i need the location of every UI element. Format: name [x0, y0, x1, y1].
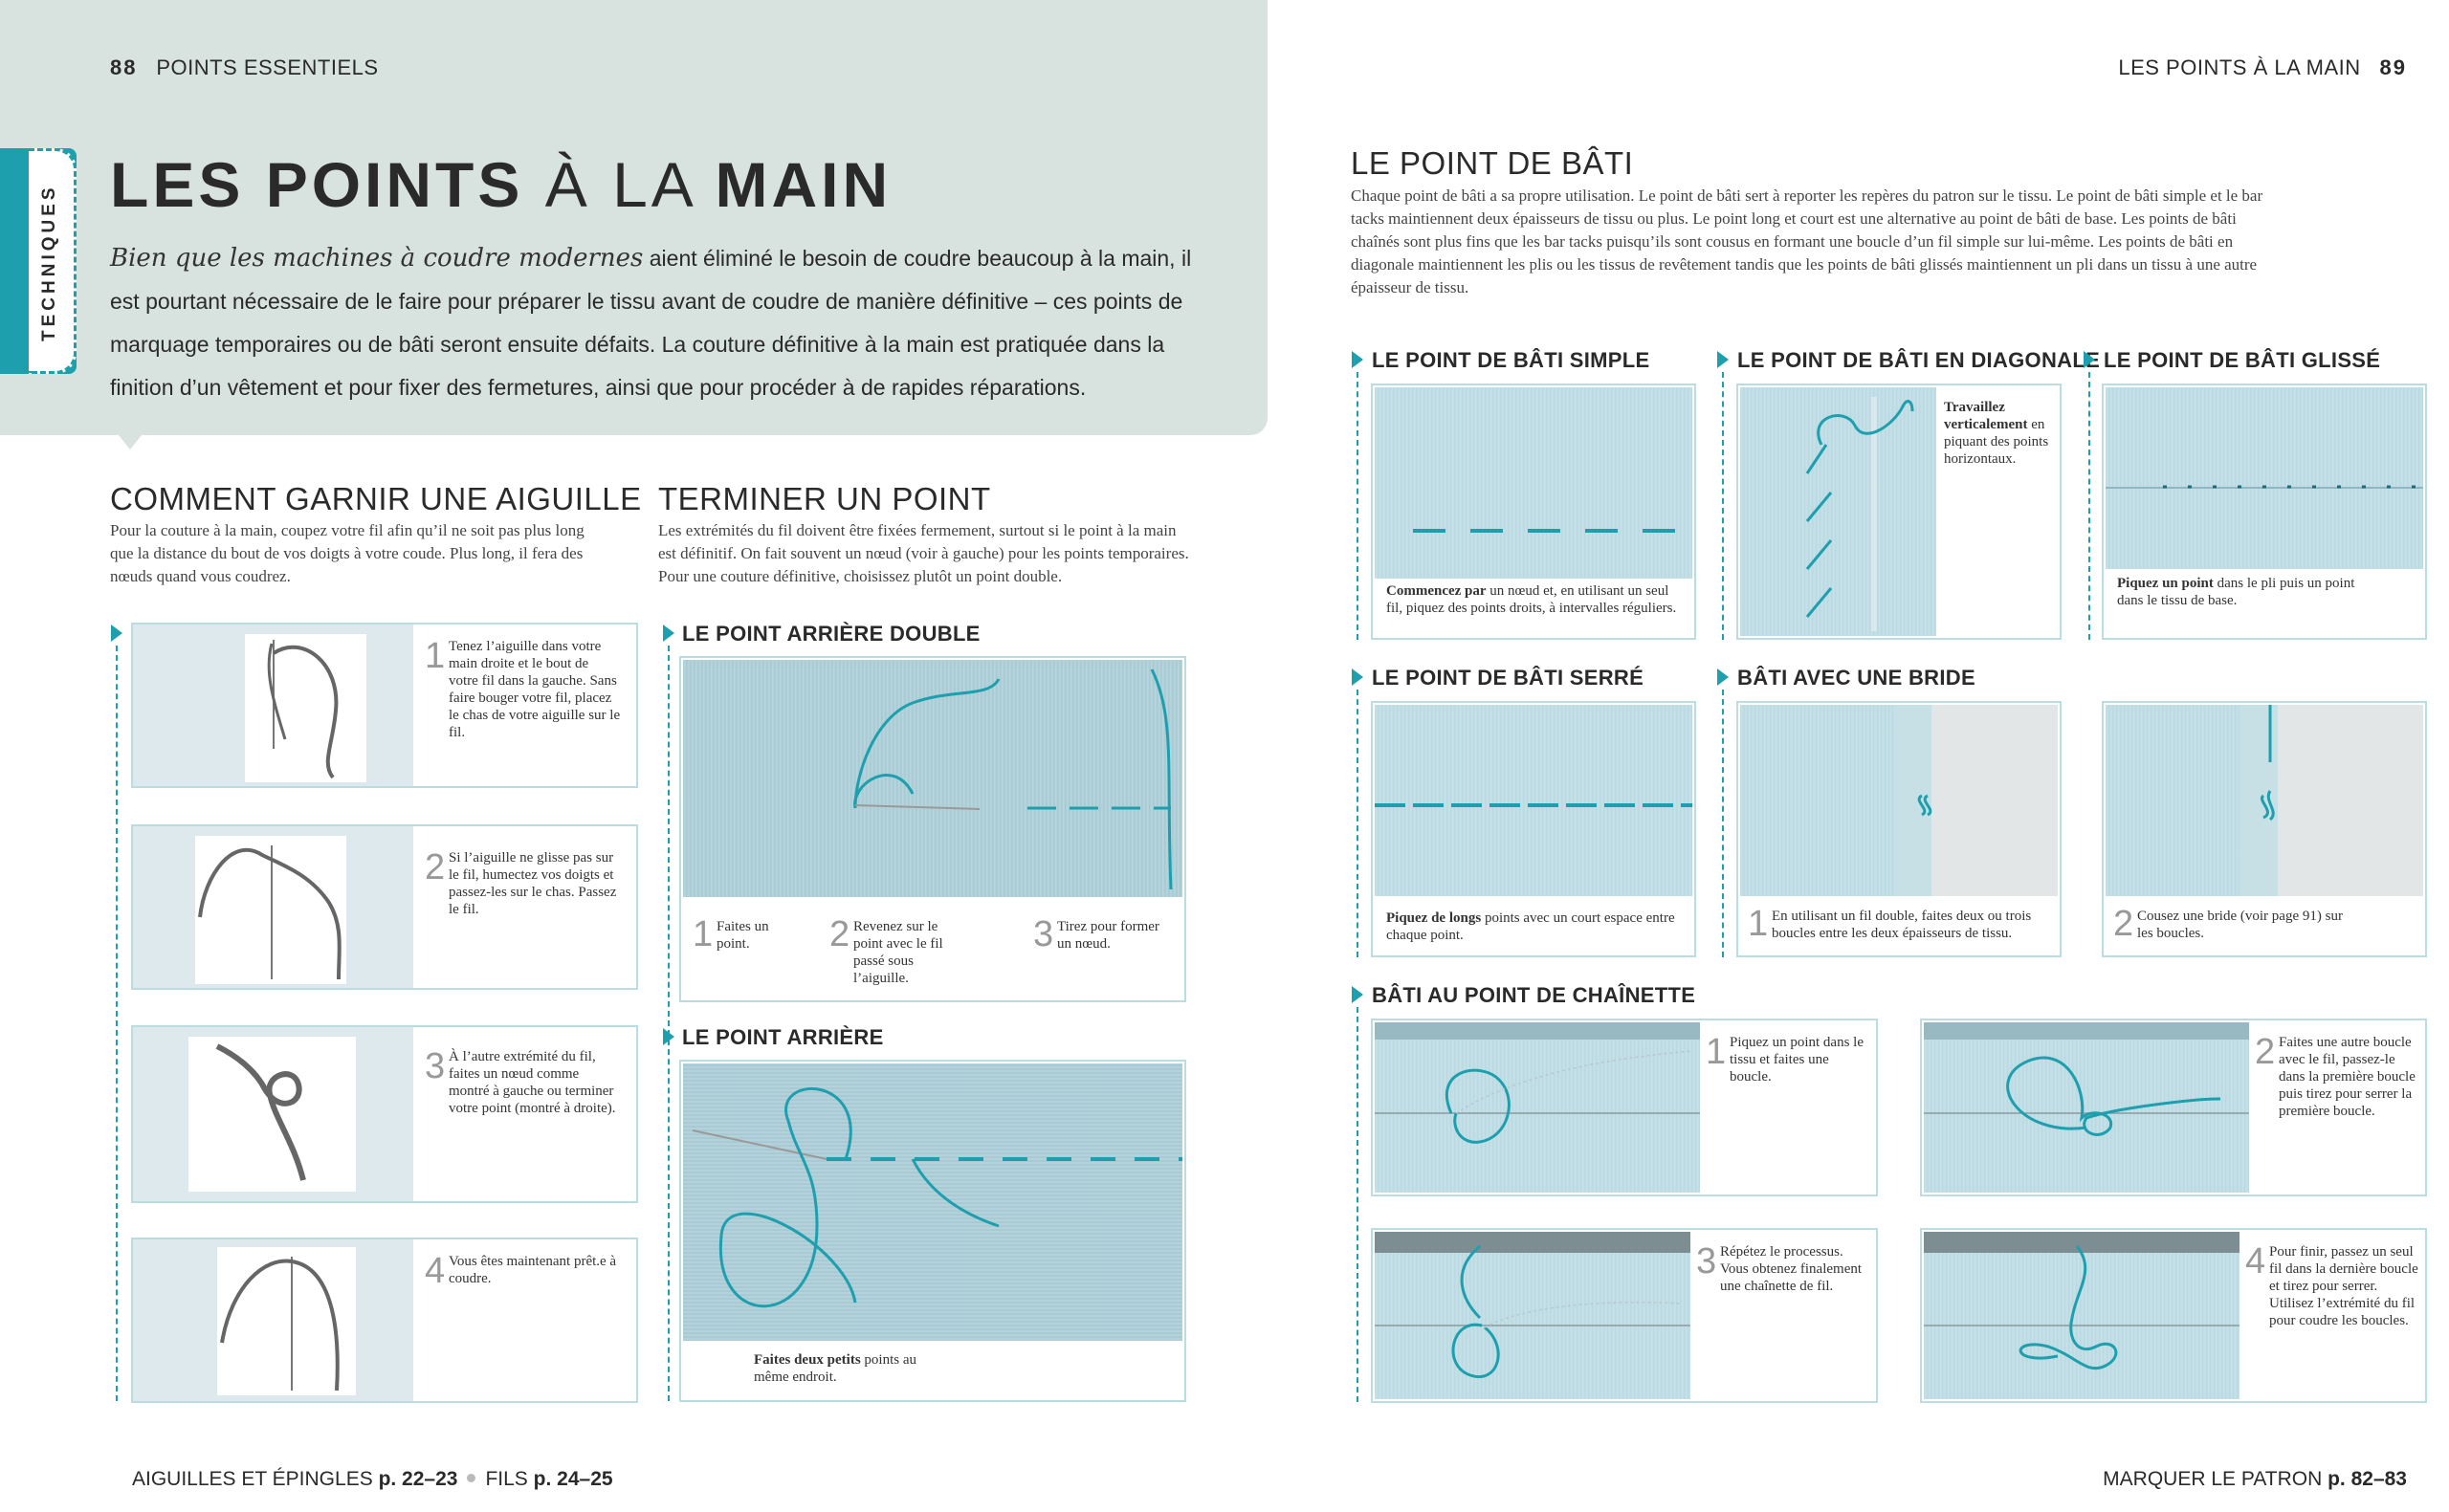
slip-caption-rest: dans le pli puis un point dans le tissu de base.	[2117, 576, 2355, 608]
double-photo	[683, 660, 1182, 897]
chain-illustration-2	[1924, 1022, 2249, 1193]
step-number: 1	[1748, 904, 1769, 944]
chain-illustration-4	[1924, 1232, 2239, 1399]
row1-dashline-2	[1722, 372, 1724, 640]
chain-illustration-3	[1375, 1232, 1690, 1399]
step-text: Tirez pour former un nœud.	[1057, 919, 1159, 952]
slip-marker	[2084, 351, 2095, 368]
left-footer	[132, 1468, 613, 1491]
intro-script: Bien que les machines à coudre modernes	[110, 244, 644, 273]
bar-tack-illustration-2	[2106, 705, 2423, 896]
step-number: 3	[425, 1046, 446, 1086]
step-number: 2	[2255, 1032, 2276, 1072]
left-section-name: POINTS ESSENTIELS	[156, 55, 379, 79]
needle-step-panel-1	[131, 623, 638, 788]
diagonal-caption-rest: en piquant des points horizontaux.	[1944, 417, 2049, 467]
bar-marker	[1717, 668, 1729, 686]
tight-caption	[1386, 909, 1683, 944]
page-title	[110, 148, 892, 221]
diagonal-heading: LE POINT DE BÂTI EN DIAGONALE	[1737, 348, 2101, 372]
back-caption-bold: Faites deux petits	[754, 1352, 861, 1368]
step-3-image	[188, 1037, 356, 1192]
title-part-1: LES POINTS	[110, 149, 524, 220]
step-text: Piquez un point dans le tissu et faites une boucle.	[1730, 1035, 1864, 1085]
basting-heading: LE POINT DE BÂTI	[1351, 145, 1634, 181]
bar-tack-illustration-1	[1740, 705, 2058, 896]
step-number: 2	[829, 914, 850, 954]
step-number: 3	[1696, 1241, 1717, 1282]
tight-caption-rest: points avec un court espace entre chaque point.	[1386, 910, 1675, 943]
intro-paragraph	[110, 237, 1220, 409]
step-text: Faites un point.	[717, 919, 769, 952]
step-text: Revenez sur le point avec le fil passé sous l’aiguille.	[853, 919, 943, 986]
diagonal-marker	[1717, 351, 1729, 368]
footer-link-2-page: p. 24–25	[533, 1468, 613, 1490]
chain-marker	[1352, 986, 1363, 1003]
step-2-image	[195, 836, 346, 984]
row1-dashline-3	[2088, 372, 2090, 640]
row1-dashline	[1357, 372, 1358, 640]
back-photo	[683, 1063, 1182, 1341]
side-tab-label: TECHNIQUES	[39, 184, 59, 342]
header-band-tail	[115, 430, 145, 449]
diagonal-caption-bold: Travaillez verticalement	[1944, 400, 2028, 432]
footer-separator-dot	[467, 1474, 475, 1482]
row2-dashline-2	[1722, 690, 1724, 957]
double-panel	[679, 656, 1186, 1002]
footer-link-2-label: FILS	[485, 1468, 534, 1490]
row2-dashline	[1357, 690, 1358, 957]
needle-step-panel-4	[131, 1238, 638, 1403]
step-number: 1	[693, 914, 714, 954]
chain-heading: BÂTI AU POINT DE CHAÎNETTE	[1372, 983, 1696, 1007]
step-text: Répétez le processus. Vous obtenez finalement une chaînette de fil.	[1720, 1244, 1863, 1294]
back-caption	[754, 1351, 945, 1386]
finish-text: Les extrémités du fil doivent être fixées fermement, surtout si le point à la main est définitif. On fait souvent un nœud (voir à gauche) pour les points temporaires. Pour une couture définitive, choisissez plutôt un point double.	[658, 521, 1189, 585]
slip-stitch-illustration	[2106, 387, 2423, 569]
simple-heading: LE POINT DE BÂTI SIMPLE	[1372, 348, 1650, 372]
slip-photo	[2106, 387, 2423, 569]
footer-link-1-label: AIGUILLES ET ÉPINGLES	[132, 1468, 379, 1490]
chain-panel-4	[1920, 1228, 2427, 1403]
footer-link-3-page: p. 82–83	[2328, 1468, 2407, 1490]
diagonal-stitch-illustration	[1740, 387, 1936, 636]
simple-caption	[1386, 582, 1683, 617]
needle-heading: COMMENT GARNIR UNE AIGUILLE	[110, 481, 642, 516]
basting-text: Chaque point de bâti a sa propre utilisation. Le point de bâti sert à reporter les repères du patron sur le tissu. Le point de bâti simple et le bar tacks maintiennent deux épaisseurs de tissu ou plus. Le point long et court est une alternative au point de bâti de base. Les points de bâti chaînés sont plus fins que les bar tacks puisqu’ils sont cousus en formant une boucle d’un fil simple sur lui-même. Les points de bâti en diagonale maintiennent les plis ou les tissus de revêtement tandis que les points de bâti glissés maintiennent un pli dans un tissu à une autre épaisseur de tissu.	[1351, 186, 2263, 296]
step-number: 4	[425, 1251, 446, 1291]
finish-dashline	[668, 646, 670, 1401]
tight-photo	[1375, 705, 1692, 896]
left-page-number: 88	[110, 55, 138, 79]
step-number: 3	[1033, 914, 1054, 954]
step-1-image	[245, 634, 366, 782]
double-heading: LE POINT ARRIÈRE DOUBLE	[682, 622, 981, 646]
diagonal-photo	[1740, 387, 1936, 636]
slip-caption	[2117, 575, 2366, 609]
back-stitch-illustration	[683, 1063, 1182, 1341]
finish-heading: TERMINER UN POINT	[658, 481, 991, 516]
double-stitch-illustration	[683, 660, 1182, 897]
diagonal-caption	[1944, 399, 2054, 468]
step-text: En utilisant un fil double, faites deux ou trois boucles entre les deux épaisseurs de tissu.	[1772, 909, 2032, 941]
step-text: Faites une autre boucle avec le fil, passez-le dans la première boucle puis tirez pour serrer la première boucle.	[2279, 1035, 2416, 1119]
step-text: À l’autre extrémité du fil, faites un nœud comme montré à gauche ou terminer votre point (montré à droite).	[449, 1049, 616, 1116]
step-text: Si l’aiguille ne glisse pas sur le fil, humectez vos doigts et passez-les sur le chas. Passez le fil.	[449, 850, 617, 917]
bar-panel-2	[2102, 701, 2427, 957]
intro-rest: aient éliminé le besoin de coudre beaucoup à la main, il est pourtant nécessaire de le faire pour préparer le tissu avant de coudre de manière définitive – ces points de marquage temporaires ou de bâti seront ensuite défaits. La couture définitive à la main est pratiquée dans la finition d’un vêtement et pour fixer des fermetures, ainsi que pour procéder à de rapides réparations.	[110, 246, 1192, 400]
needle-dashline	[116, 646, 118, 1401]
chain-illustration-1	[1375, 1022, 1700, 1193]
tight-panel	[1371, 701, 1696, 957]
chain-photo-3	[1375, 1232, 1690, 1399]
chain-photo-2	[1924, 1022, 2249, 1193]
needle-step-panel-2	[131, 824, 638, 990]
back-heading: LE POINT ARRIÈRE	[682, 1025, 884, 1049]
tight-marker	[1352, 668, 1363, 686]
left-folio	[110, 55, 379, 80]
step-number: 2	[425, 847, 446, 887]
diagonal-panel	[1736, 383, 2062, 640]
knot-illustration	[188, 1037, 356, 1192]
row3-dashline	[1357, 1007, 1358, 1402]
chain-panel-2	[1920, 1019, 2427, 1196]
step-number: 1	[1706, 1032, 1727, 1072]
simple-panel	[1371, 383, 1696, 640]
threaded-needle-illustration	[217, 1247, 356, 1395]
simple-marker	[1352, 351, 1363, 368]
bar-panel-1	[1736, 701, 2062, 957]
title-part-3: MAIN	[715, 149, 893, 220]
chain-panel-1	[1371, 1019, 1878, 1196]
chain-photo-4	[1924, 1232, 2239, 1399]
tight-heading: LE POINT DE BÂTI SERRÉ	[1372, 666, 1644, 690]
right-page-number: 89	[2379, 55, 2407, 79]
simple-photo	[1375, 387, 1692, 579]
right-footer[interactable]	[2103, 1468, 2407, 1491]
slip-heading: LE POINT DE BÂTI GLISSÉ	[2104, 348, 2381, 372]
chain-photo-1	[1375, 1022, 1700, 1193]
tight-caption-bold: Piquez de longs	[1386, 910, 1482, 926]
back-panel	[679, 1060, 1186, 1402]
threading-illustration-2	[195, 836, 346, 984]
footer-link-3-label: MARQUER LE PATRON	[2103, 1468, 2328, 1490]
simple-stitch-illustration	[1375, 387, 1692, 579]
chain-panel-3	[1371, 1228, 1878, 1403]
threading-illustration-1	[245, 634, 366, 782]
footer-link-1[interactable]	[132, 1468, 457, 1490]
step-number: 2	[2113, 904, 2134, 944]
step-number: 1	[425, 636, 446, 676]
slip-panel	[2102, 383, 2427, 640]
step-text: Tenez l’aiguille dans votre main droite et le bout de votre fil dans la gauche. Sans faire bouger votre fil, placez le chas de votre aiguille sur le fil.	[449, 639, 621, 740]
step-text: Cousez une bride (voir page 91) sur les boucles.	[2137, 909, 2343, 941]
double-marker	[663, 625, 674, 642]
bar-photo-2	[2106, 705, 2423, 896]
step-text: Pour finir, passez un seul fil dans la dernière boucle et tirez pour serrer. Utilisez l’extrémité du fil pour coudre les boucles.	[2269, 1244, 2418, 1328]
back-caption-rest: points au même endroit.	[754, 1352, 917, 1385]
slip-caption-bold: Piquez un point	[2117, 576, 2214, 591]
step-4-image	[217, 1247, 356, 1395]
footer-link-1-page: p. 22–23	[378, 1468, 458, 1490]
right-folio	[2118, 55, 2407, 80]
step-number: 4	[2245, 1241, 2266, 1282]
needle-text: Pour la couture à la main, coupez votre fil afin qu’il ne soit pas plus long que la distance du bout de vos doigts à votre coude. Plus long, il fera des nœuds quand vous coudrez.	[110, 521, 585, 585]
title-part-2: À LA	[523, 149, 716, 220]
tight-stitch-illustration	[1375, 705, 1692, 896]
bar-heading: BÂTI AVEC UNE BRIDE	[1737, 666, 1975, 690]
simple-caption-rest: un nœud et, en utilisant un seul fil, piquez des points droits, à intervalles réguliers.	[1386, 583, 1677, 616]
right-section-name: LES POINTS À LA MAIN	[2118, 55, 2361, 79]
back-marker	[663, 1028, 674, 1045]
footer-link-2[interactable]	[485, 1468, 612, 1490]
bar-photo-1	[1740, 705, 2058, 896]
step-text: Vous êtes maintenant prêt.e à coudre.	[449, 1254, 617, 1286]
needle-marker	[111, 625, 122, 642]
simple-caption-bold: Commencez par	[1386, 583, 1487, 599]
needle-step-panel-3	[131, 1025, 638, 1203]
